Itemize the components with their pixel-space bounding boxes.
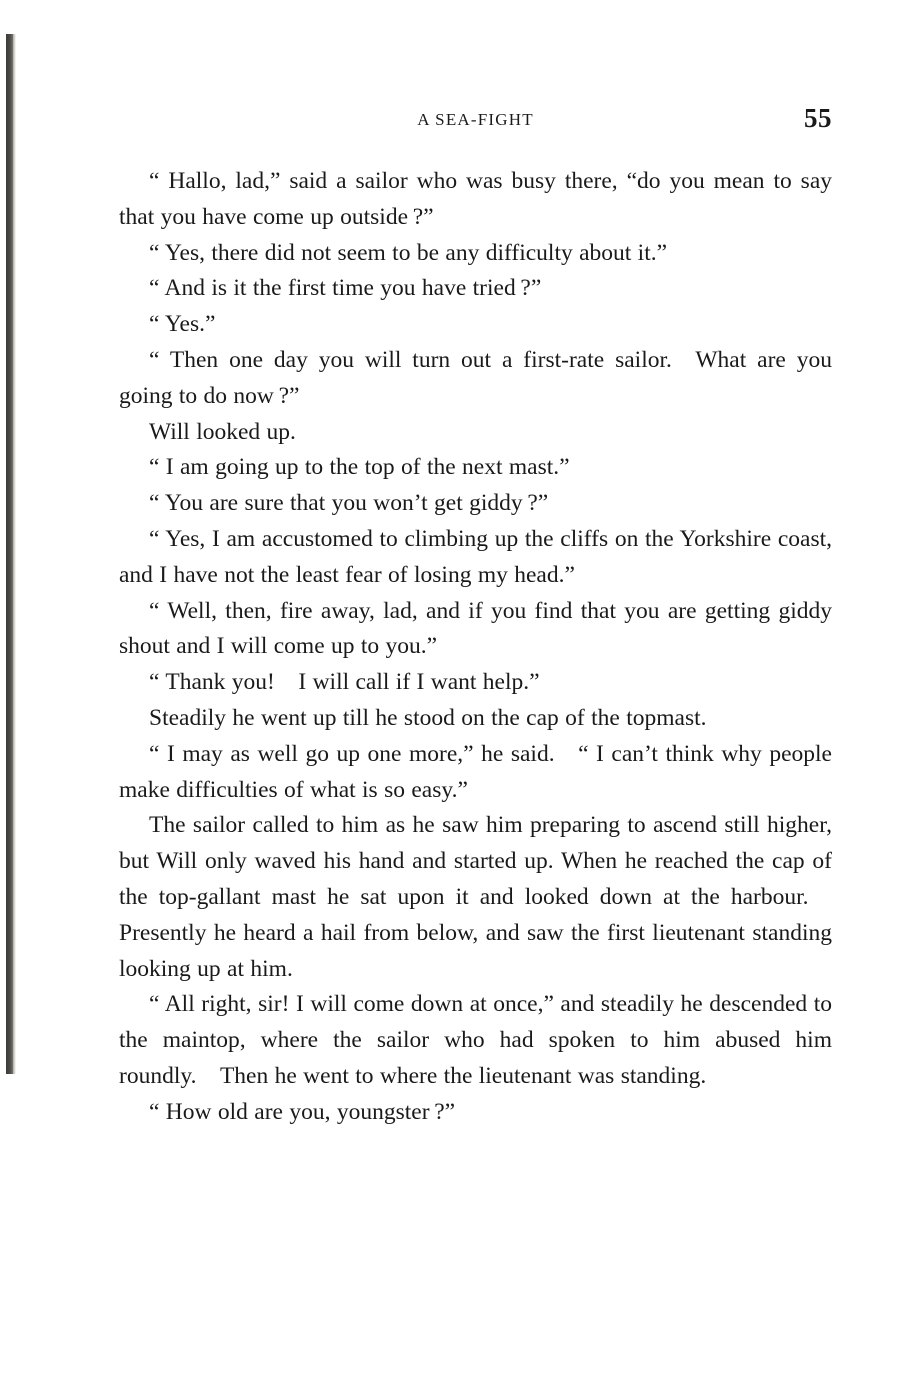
paragraph: “ Yes, there did not seem to be any difficulty about it.” (149, 239, 668, 266)
paragraph: “ Hallo, lad,” said a sailor who was busy there, “do you mean to say that you have come up outside ?” (119, 168, 832, 230)
paragraph: Will looked up. (149, 418, 296, 445)
paragraph: “ You are sure that you won’t get giddy ?” (149, 490, 549, 517)
paragraph: “ How old are you, youngster ?” (149, 1098, 456, 1125)
paragraph: “ And is it the first time you have tried ?” (149, 275, 542, 302)
paragraph: Steadily he went up till he stood on the cap of the topmast. (149, 704, 707, 731)
paragraph: “ All right, sir! I will come down at once,” and steadily he descended to the maintop, where the sailor who had spoken to him abused him roundly. Then he went to where the lieutenant was standing. (119, 991, 832, 1089)
paragraph: The sailor called to him as he saw him preparing to ascend still higher, but Will only waved his hand and started up. When he reached the cap of the top-gallant mast he sat upon it and looked down at the harbour. Presently he heard a hail from below, and saw the first lieutenant standing looking up at him. (119, 812, 832, 982)
paragraph: “ Well, then, fire away, lad, and if you find that you are getting giddy shout and I will come up to you.” (119, 597, 832, 660)
paragraph: “ Yes, I am accustomed to climbing up the cliffs on the Yorkshire coast, and I have not the least fear of losing my head.” (119, 525, 832, 588)
paragraph: “ I am going up to the top of the next mast.” (149, 454, 570, 481)
page-content (119, 103, 832, 1131)
paragraph: “ Yes.” (149, 311, 216, 338)
scan-edge-artifact (6, 34, 13, 1074)
running-head (119, 103, 832, 144)
paragraph: “ Thank you! I will call if I want help.” (149, 669, 540, 696)
page-number: 55 (804, 103, 832, 133)
body-text (119, 164, 832, 1131)
paragraph: “ I may as well go up one more,” he said. “ I can’t think why people make difficulties of what is so easy.” (119, 740, 832, 803)
chapter-title: A SEA-FIGHT (417, 110, 534, 129)
paragraph: “ Then one day you will turn out a first-rate sailor. What are you going to do now ?” (119, 346, 832, 409)
